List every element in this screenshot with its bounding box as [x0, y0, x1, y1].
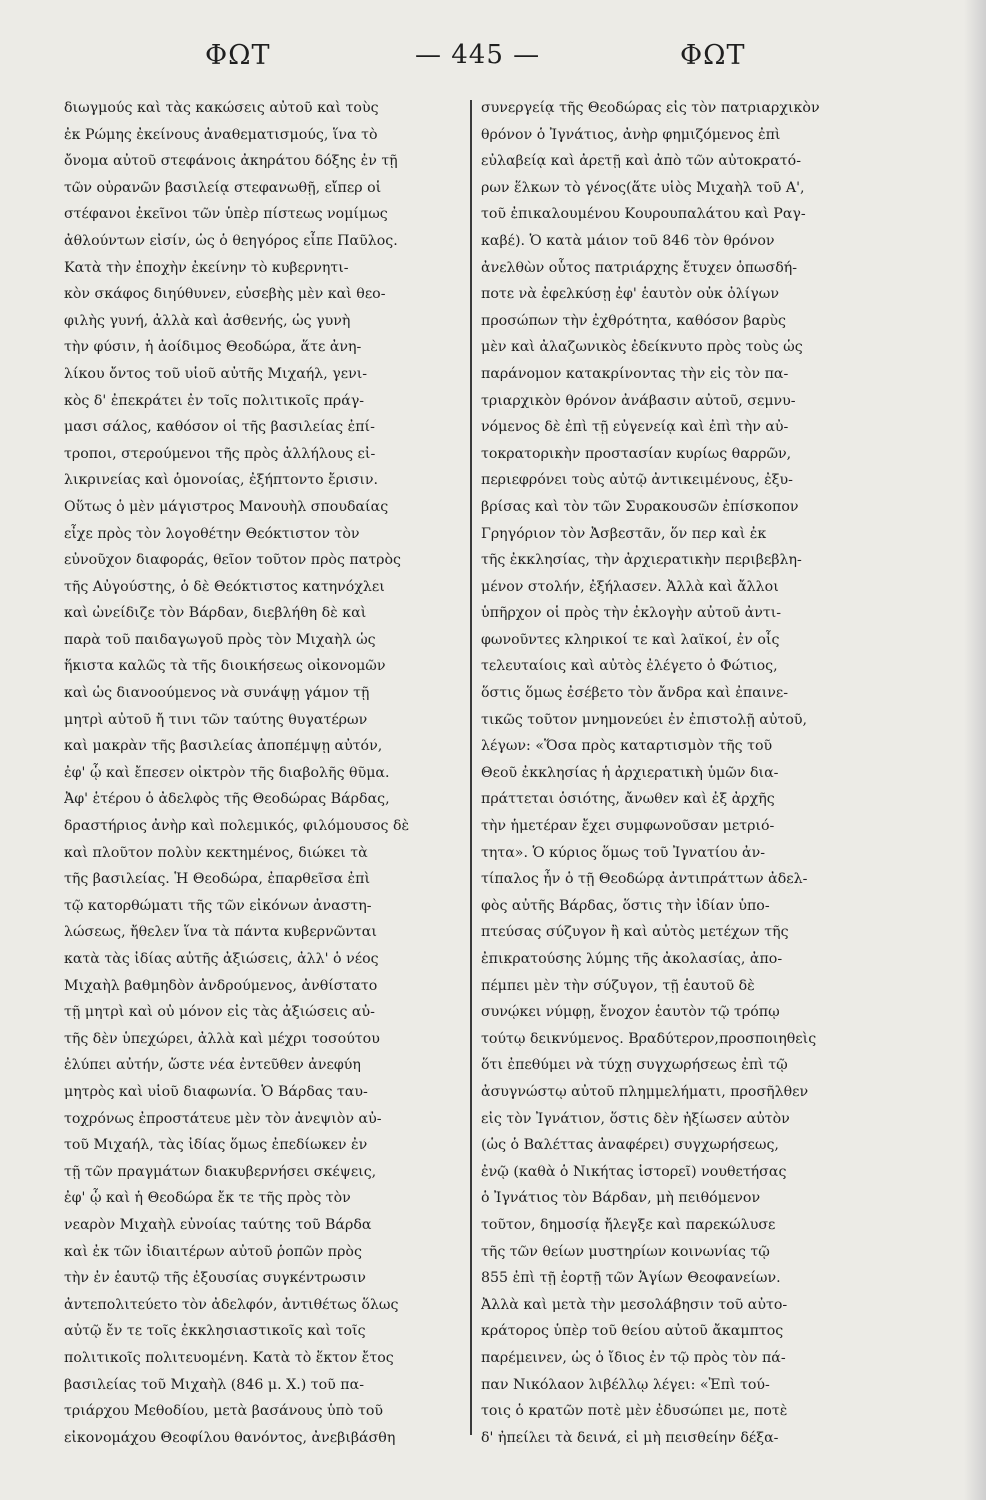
running-head-right: ΦΩΤ — [680, 40, 746, 71]
text-line: συνεργείᾳ τῆς Θεοδώρας εἰς τὸν πατριαρχικὸν — [481, 100, 820, 116]
text-line: τοῦ ἐπικαλουμένου Κουρουπαλάτου καὶ Ραγ- — [481, 206, 806, 223]
text-line: ἐφ' ᾧ καὶ ἔπεσεν οἰκτρὸν τῆς διαβολῆς θῦμα. — [64, 764, 390, 781]
text-line: τῇ τῶν πραγμάτων διακυβερνήσει σκέψεις, — [64, 1163, 377, 1180]
text-line: πράττεται ὁσιότης, ἄνωθεν καὶ ἐξ ἀρχῆς — [481, 791, 775, 808]
text-line: πέμπει μὲν τὴν σύζυγον, τῇ ἑαυτοῦ δὲ — [481, 977, 755, 994]
text-line: λέγων: «Ὅσα πρὸς καταρτισμὸν τῆς τοῦ — [481, 738, 773, 755]
text-line: λώσεως, ἤθελεν ἵνα τὰ πάντα κυβερνῶνται — [64, 924, 377, 941]
text-line: τοκρατορικὴν προστασίαν κυρίως θαρρῶν, — [481, 445, 792, 462]
text-line: τῇ μητρὶ καὶ οὐ μόνον εἰς τὰς ἀξιώσεις αὐ- — [64, 1004, 375, 1021]
text-line: θρόνον ὁ Ἰγνάτιος, ἀνὴρ φημιζόμενος ἐπὶ — [481, 126, 781, 143]
text-line: Ἀλλὰ καὶ μετὰ τὴν μεσολάβησιν τοῦ αὐτο- — [481, 1296, 788, 1313]
text-line: τὴν ἐν ἑαυτῷ τῆς ἐξουσίας συγκέντρωσιν — [64, 1270, 366, 1287]
text-line: ἐκ Ρώμης ἐκείνους ἀναθεματισμούς, ἵνα τὸ — [64, 126, 378, 143]
text-line: ἐφ' ᾧ καὶ ἡ Θεοδώρα ἔκ τε τῆς πρὸς τὸν — [64, 1190, 351, 1207]
text-line: βρίσας καὶ τὸν τῶν Συρακουσῶν ἐπίσκοπον — [481, 498, 799, 515]
text-line: ἀθλούντων εἰσίν, ὡς ὁ θεηγόρος εἶπε Παῦλος. — [64, 232, 398, 249]
text-line: καὶ ὡς διανοούμενος νὰ συνάψῃ γάμον τῇ — [64, 685, 370, 702]
text-line: εὐνοῦχον διαφοράς, θεῖον τοῦτον πρὸς πατρὸς — [64, 552, 402, 569]
text-line: μένον στολήν, ἐξήλασεν. Ἀλλὰ καὶ ἄλλοι — [481, 578, 779, 595]
text-line: φὸς αὐτῆς Βάρδας, ὅστις τὴν ἰδίαν ὑπο- — [481, 897, 770, 914]
text-line: αὐτῷ ἔν τε τοῖς ἐκκλησιαστικοῖς καὶ τοῖς — [64, 1323, 366, 1340]
text-line: εἶχε πρὸς τὸν λογοθέτην Θεόκτιστον τὸν — [64, 525, 360, 542]
left-column — [64, 95, 469, 1451]
text-line: ἀνελθὼν οὗτος πατριάρχης ἔτυχεν ὁπωσδή- — [481, 259, 798, 276]
text-line: ὄνομα αὐτοῦ στεφάνοις ἀκηράτου δόξης ἐν τῇ — [64, 153, 398, 170]
text-line: περιεφρόνει τοὺς αὐτῷ ἀντικειμένους, ἐξυ- — [481, 472, 793, 489]
text-line: τοχρόνως ἐπροστάτευε μὲν τὸν ἀνεψιὸν αὐ- — [64, 1110, 382, 1127]
text-line: ὁ Ἰγνάτιος τὸν Βάρδαν, μὴ πειθόμενον — [481, 1190, 761, 1207]
text-line: νεαρὸν Μιχαὴλ εὐνοίας ταύτης τοῦ Βάρδα — [64, 1216, 372, 1233]
text-line: ὑπῆρχον οἱ πρὸς τὴν ἐκλογὴν αὐτοῦ ἀντι- — [481, 605, 782, 622]
text-line: πολιτικοῖς πολιτευομένη. Κατὰ τὸ ἕκτον ἔτος — [64, 1349, 394, 1366]
text-line: μητρὸς καὶ υἱοῦ διαφωνία. Ὁ Βάρδας ταυ- — [64, 1083, 368, 1100]
text-line: τοῦτον, δημοσίᾳ ἤλεγξε καὶ παρεκώλυσε — [481, 1216, 776, 1233]
text-line: ἀντεπολιτεύετο τὸν ἀδελφόν, ἀντιθέτως ὅλως — [64, 1296, 399, 1313]
text-line: παρέμεινεν, ὡς ὁ ἴδιος ἐν τῷ πρὸς τὸν πά- — [481, 1349, 786, 1366]
text-line: ἀσυγνώστῳ αὐτοῦ πλημμελήματι, προσῆλθεν — [481, 1083, 809, 1100]
text-line: φωνοῦντες κληρικοί τε καὶ λαϊκοί, ἐν οἷς — [481, 631, 780, 648]
text-line: ὅστις ὅμως ἐσέβετο τὸν ἄνδρα καὶ ἐπαινε- — [481, 685, 789, 702]
text-line: λίκου ὄντος τοῦ υἱοῦ αὐτῆς Μιχαήλ, γενι- — [64, 365, 368, 382]
text-line: τῆς τῶν θείων μυστηρίων κοινωνίας τῷ — [481, 1243, 770, 1260]
text-line: τῶν οὐρανῶν βασιλείᾳ στεφανωθῇ, εἴπερ οἱ — [64, 179, 382, 196]
text-line: ρων ἕλκων τὸ γένος(ἅτε υἱὸς Μιχαὴλ τοῦ Α', — [481, 179, 805, 196]
text-line: καὶ ἐκ τῶν ἰδιαιτέρων αὐτοῦ ῥοπῶν πρὸς — [64, 1243, 362, 1260]
text-line: παράνομον κατακρίνοντας τὴν εἰς τὸν πα- — [481, 365, 789, 382]
text-line: Ἀφ' ἑτέρου ὁ ἀδελφὸς τῆς Θεοδώρας Βάρδας, — [64, 791, 390, 808]
text-line: Οὕτως ὁ μὲν μάγιστρος Μανουὴλ σπουδαίας — [64, 498, 389, 515]
text-line: κράτορος ὑπὲρ τοῦ θείου αὐτοῦ ἄκαμπτος — [481, 1323, 784, 1340]
text-line: παρὰ τοῦ παιδαγωγοῦ πρὸς τὸν Μιχαὴλ ὡς — [64, 631, 376, 648]
text-line: προσώπων τὴν ἐχθρότητα, καθόσον βαρὺς — [481, 312, 786, 329]
text-line: ἐνῷ (καθὰ ὁ Νικήτας ἱστορεῖ) νουθετήσας — [481, 1163, 787, 1180]
column-divider — [470, 100, 472, 1435]
text-line: τοις ὁ κρατῶν ποτὲ μὲν ἐδυσώπει με, ποτὲ — [481, 1403, 788, 1420]
text-line: μητρὶ αὐτοῦ ἤ τινι τῶν ταύτης θυγατέρων — [64, 711, 368, 728]
text-line: εὐλαβείᾳ καὶ ἀρετῇ καὶ ἀπὸ τῶν αὐτοκρατό- — [481, 153, 802, 170]
text-line: φιλὴς γυνή, ἀλλὰ καὶ ἀσθενής, ὡς γυνὴ — [64, 312, 351, 329]
page-number: — 445 — — [415, 40, 541, 70]
text-line: καβέ). Ὁ κατὰ μάιον τοῦ 846 τὸν θρόνον — [481, 232, 775, 249]
text-line: μασι σάλος, καθόσον οἱ τῆς βασιλείας ἐπί- — [64, 419, 375, 436]
text-line: εἰκονομάχου Θεοφίλου θανόντος, ἀνεβιβάσθη — [64, 1429, 396, 1446]
text-line: δραστήριος ἀνὴρ καὶ πολεμικός, φιλόμουσος δὲ — [64, 818, 410, 835]
text-line: κὸν σκάφος διηύθυνεν, εὐσεβὴς μὲν καὶ θεο- — [64, 286, 386, 303]
text-line: τῆς ἐκκλησίας, τὴν ἀρχιερατικὴν περιβεβλη- — [481, 552, 802, 569]
text-line: ὅτι ἐπεθύμει νὰ τύχῃ συγχωρήσεως ἐπὶ τῷ — [481, 1057, 788, 1074]
text-line: καὶ ὠνείδιζε τὸν Βάρδαν, διεβλήθη δὲ καὶ — [64, 605, 367, 622]
text-line: παν Νικόλαον λιβέλλῳ λέγει: «Ἐπὶ τού- — [481, 1376, 770, 1393]
text-line: ἥκιστα καλῶς τὰ τῆς διοικήσεως οἰκονομῶν — [64, 658, 386, 675]
text-line: Μιχαὴλ βαθμηδὸν ἀνδρούμενος, ἀνθίστατο — [64, 977, 378, 994]
text-line: ἐπικρατούσης λύμης τῆς ἀκολασίας, ἀπο- — [481, 951, 783, 967]
text-line: τητα». Ὁ κύριος ὅμως τοῦ Ἰγνατίου ἀν- — [481, 844, 766, 861]
running-head-left: ΦΩΤ — [205, 40, 271, 71]
text-line: τριαρχικὸν θρόνον ἀνάβασιν αὐτοῦ, σεμνυ- — [481, 392, 796, 409]
text-line: τῆς βασιλείας. Ἡ Θεοδώρα, ἐπαρθεῖσα ἐπὶ — [64, 871, 371, 888]
text-line: καὶ μακρὰν τῆς βασιλείας ἀποπέμψῃ αὐτόν, — [64, 738, 383, 755]
text-line: Γρηγόριον τὸν Ἀσβεστᾶν, ὅν περ καὶ ἐκ — [481, 525, 767, 542]
text-line: μὲν καὶ ἀλαζωνικὸς ἐδείκνυτο πρὸς τοὺς ὡς — [481, 339, 803, 356]
text-line: τοῦ Μιχαήλ, τὰς ἰδίας ὅμως ἐπεδίωκεν ἐν — [64, 1137, 368, 1154]
text-line: τὴν φύσιν, ἡ ἀοίδιμος Θεοδώρα, ἅτε ἀνη- — [64, 339, 362, 356]
text-line: πτεύσας σύζυγον ἢ καὶ αὐτὸς μετέχων τῆς — [481, 924, 789, 941]
text-line: ποτε νὰ ἐφελκύσῃ ἐφ' ἑαυτὸν οὐκ ὀλίγων — [481, 286, 779, 303]
right-column — [481, 95, 886, 1451]
text-line: κὸς δ' ἐπεκράτει ἐν τοῖς πολιτικοῖς πράγ- — [64, 392, 365, 409]
text-line: τῆς Αὐγούστης, ὁ δὲ Θεόκτιστος κατηνόχλει — [64, 578, 385, 595]
text-line: διωγμούς καὶ τὰς κακώσεις αὐτοῦ καὶ τοὺς — [64, 100, 379, 116]
text-line: δ' ἠπείλει τὰ δεινά, εἰ μὴ πεισθείην δέξα- — [481, 1429, 779, 1446]
text-line: στέφανοι ἐκεῖνοι τῶν ὑπὲρ πίστεως νομίμως — [64, 206, 388, 223]
text-line: καὶ πλοῦτον πολὺν κεκτημένος, διώκει τὰ — [64, 844, 368, 861]
text-line: τίπαλος ἦν ὁ τῇ Θεοδώρᾳ ἀντιπράττων ἀδελ- — [481, 871, 808, 888]
text-line: κατὰ τὰς ἰδίας αὐτῆς ἀξιώσεις, ἀλλ' ὁ νέος — [64, 951, 379, 967]
text-line: τικῶς τοῦτον μνημονεύει ἐν ἐπιστολῇ αὐτοῦ, — [481, 711, 808, 728]
text-line: τριάρχου Μεθοδίου, μετὰ βασάνους ὑπὸ τοῦ — [64, 1403, 384, 1420]
text-line: ἐλύπει αὐτήν, ὥστε νέα ἐντεῦθεν ἀνεφύη — [64, 1057, 361, 1074]
text-line: τῷ κατορθώματι τῆς τῶν εἰκόνων ἀναστη- — [64, 897, 372, 914]
text-line: (ὡς ὁ Βαλέττας ἀναφέρει) συγχωρήσεως, — [481, 1137, 779, 1154]
text-line: τῆς δὲν ὑπεχώρει, ἀλλὰ καὶ μέχρι τοσούτου — [64, 1030, 380, 1047]
text-line: τελευταίοις καὶ αὐτὸς ἐλέγετο ὁ Φώτιος, — [481, 658, 778, 675]
text-line: τούτῳ δεικνύμενος. Βραδύτερον,προσποιηθεὶς — [481, 1030, 817, 1047]
text-line: νόμενος δὲ ἐπὶ τῇ εὐγενείᾳ καὶ ἐπὶ τὴν αὐ- — [481, 419, 789, 436]
text-line: βασιλείας τοῦ Μιχαὴλ (846 μ. Χ.) τοῦ πα- — [64, 1376, 365, 1393]
text-line: λικρινείας καὶ ὁμονοίας, ἐξήπτοντο ἔρισιν. — [64, 472, 379, 489]
page-edge-shadow — [964, 0, 986, 1500]
text-line: Θεοῦ ἐκκλησίας ἡ ἀρχιερατικὴ ὑμῶν δια- — [481, 764, 779, 781]
text-line: εἰς τὸν Ἰγνάτιον, ὅστις δὲν ἠξίωσεν αὐτὸν — [481, 1110, 790, 1127]
text-line: τροποι, στερούμενοι τῆς πρὸς ἀλλήλους εἰ- — [64, 445, 376, 462]
text-line: τὴν ἡμετέραν ἔχει συμφωνοῦσαν μετριό- — [481, 818, 775, 835]
text-line: συνῴκει νύμφῃ, ἔνοχον ἑαυτὸν τῷ τρόπῳ — [481, 1004, 780, 1021]
text-line: 855 ἐπὶ τῇ ἑορτῇ τῶν Ἁγίων Θεοφανείων. — [481, 1270, 781, 1287]
text-line: Κατὰ τὴν ἐποχὴν ἐκείνην τὸ κυβερνητι- — [64, 259, 349, 276]
